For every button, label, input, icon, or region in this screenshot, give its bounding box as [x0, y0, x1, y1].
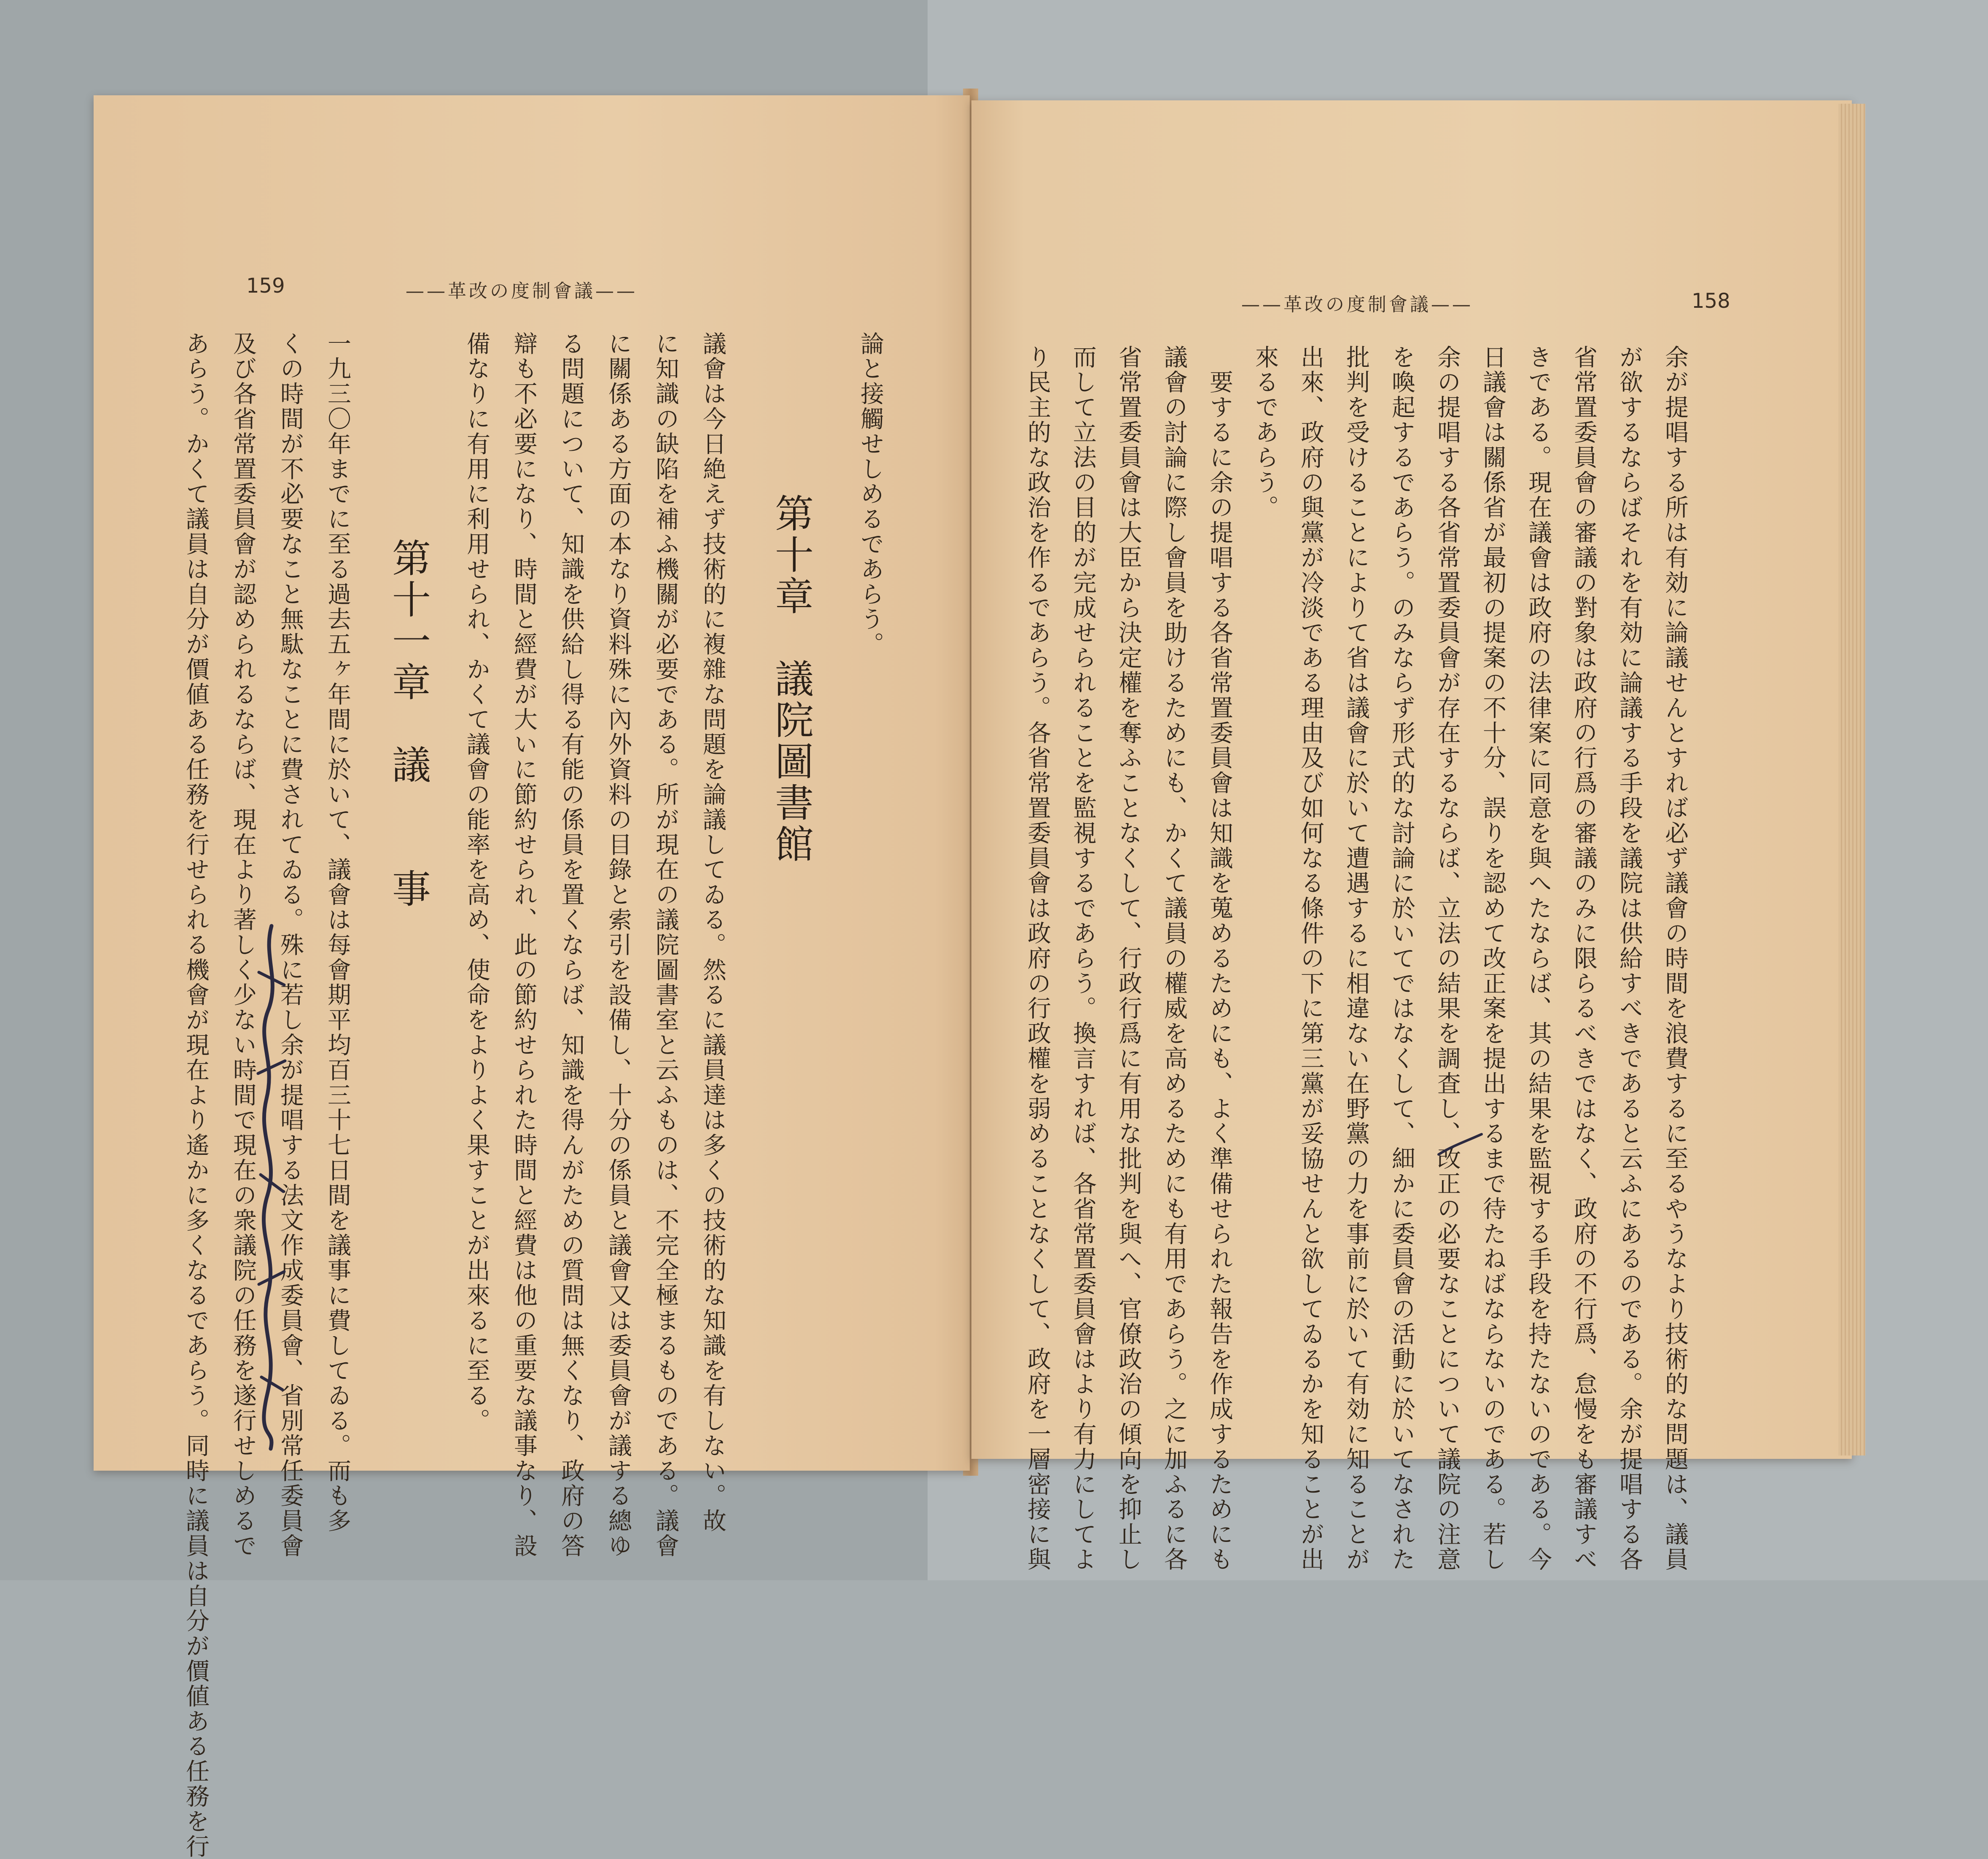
right-body-line-2: が欲するならばそれを有効に論議する手段を議院は供給すべきであると云ふにあるのである。余が提唱する各	[1616, 345, 1643, 1572]
right-body-line-7: を喚起するであらう。のみならず形式的な討論に於いてではなくして、細かに委員會の活動に於いてなされた	[1388, 345, 1415, 1572]
chapter-10-line-4: る問題について、知識を供給し得る有能の係員を置くならば、知識を得んがための質問は無くなり、政府の答	[557, 331, 585, 1559]
right-body-line-4: きである。現在議會は政府の法律案に同意を與へたならば、其の結果を監視する手段を持たないのである。今	[1525, 345, 1552, 1572]
page-number-right: 158	[1692, 289, 1730, 313]
chapter-10-line-5: 辯も不必要になり、時間と經費が大いに節約せられ、此の節約せられた時間と經費は他の重要な議事なり、設	[510, 331, 538, 1559]
continuation-line: 論と接觸せしめるであらう。	[857, 331, 884, 657]
chapter-10-line-6: 備なりに有用に利用せられ、かくて議會の能率を高め、使命をよりよく果すことが出來るに至る。	[463, 331, 490, 1434]
right-body-line-14: 而して立法の目的が完成せられることを監視するであらう。換言すれば、各省常置委員會はより有力にしてよ	[1069, 345, 1097, 1572]
chapter-11-heading: 第十一章 議 事	[386, 538, 431, 910]
chapter-11-line-3: 及び各省常置委員會が認められるならば、現在より著しく少ない時間で現在の衆議院の任務を遂行せしめるで	[229, 331, 257, 1559]
chapter-11-line-2: くの時間が不必要なこと無駄なことに費されてゐる。殊に若し余が提唱する法文作成委員會、省別常任委員會	[277, 331, 304, 1559]
chapter-10-line-3: に關係ある方面の本なり資料殊に內外資料の目錄と索引を設備し、十分の係員と議會又は委員會が議する總ゆ	[605, 331, 632, 1559]
right-body-line-3: 省常置委員會の審議の對象は政府の行爲の審議のみに限らるべきではなく、政府の不行爲、怠慢をも審議すべ	[1570, 345, 1598, 1572]
right-body-line-8: 批判を受けることによりて省は議會に於いて遭遇するに相違ない在野黨の力を事前に於いて有効に知ることが	[1342, 345, 1370, 1572]
right-body-line-12: 議會の討論に際し會員を助けるためにも、かくて議員の權威を高めるためにも有用であらう。之に加ふるに各	[1160, 345, 1188, 1572]
left-page	[94, 95, 970, 1859]
chapter-10-heading: 第十章 議院圖書館	[769, 493, 814, 865]
handwritten-annotation	[246, 922, 297, 1453]
right-body-line-1: 余が提唱する所は有効に論議せんとすれば必ず議會の時間を浪費するに至るやうなより技術的な問題は、議員	[1661, 345, 1689, 1572]
right-body-line-6: 余の提唱する各省常置委員會が存在するならば、立法の結果を調査し、改正の必要なことについて議院の注意	[1434, 345, 1461, 1572]
right-body-line-15: り民主的な政治を作るであらう。各省常置委員會は政府の行政權を弱めることなくして、政府を一層密接に與	[1024, 345, 1051, 1572]
right-body-line-11: 要するに余の提唱する各省常置委員會は知識を蒐めるためにも、よく準備せられた報告を作成するためにも	[1206, 345, 1233, 1572]
right-body-line-10: 來るであらう。	[1251, 345, 1279, 520]
chapter-10-line-2: に知識の缺陷を補ふ機關が必要である。所が現在の議院圖書室と云ふものは、不完全極まるものである。議會	[652, 331, 679, 1559]
chapter-11-line-1: 一九三〇年までに至る過去五ヶ年間に於いて、議會は每會期平均百三十七日間を議事に費してゐる。而も多	[324, 331, 351, 1534]
right-body-line-13: 省常置委員會は大臣から決定權を奪ふことなくして、行政行爲に有用な批判を與へ、官僚政治の傾向を抑止し	[1115, 345, 1142, 1572]
right-page	[971, 100, 1852, 1572]
running-head-right: ——革改の度制會議——	[1241, 294, 1473, 315]
pen-mark	[1435, 1129, 1486, 1163]
page-edges	[1838, 104, 1865, 1455]
right-body-line-5: 日議會は關係省が最初の提案の不十分、誤りを認めて改正案を提出するまで待たねばならないのである。若し	[1479, 345, 1506, 1572]
chapter-10-line-1: 議會は今日絶えず技術的に複雜な問題を論議してゐる。然るに議員達は多くの技術的な知識を有しない。故	[699, 331, 726, 1534]
running-head-left: ——革改の度制會議——	[406, 280, 638, 302]
chapter-11-line-4: あらう。かくて議員は自分が價値ある任務を行せられる機會が現在より遙かに多くなるであらう。同時に議員は自分が價値ある任務を行	[182, 331, 210, 1859]
right-body-line-9: 出來、政府の與黨が冷淡である理由及び如何なる條件の下に第三黨が妥協せんと欲してゐるかを知ることが出	[1297, 345, 1324, 1572]
page-number-left: 159	[246, 274, 285, 298]
